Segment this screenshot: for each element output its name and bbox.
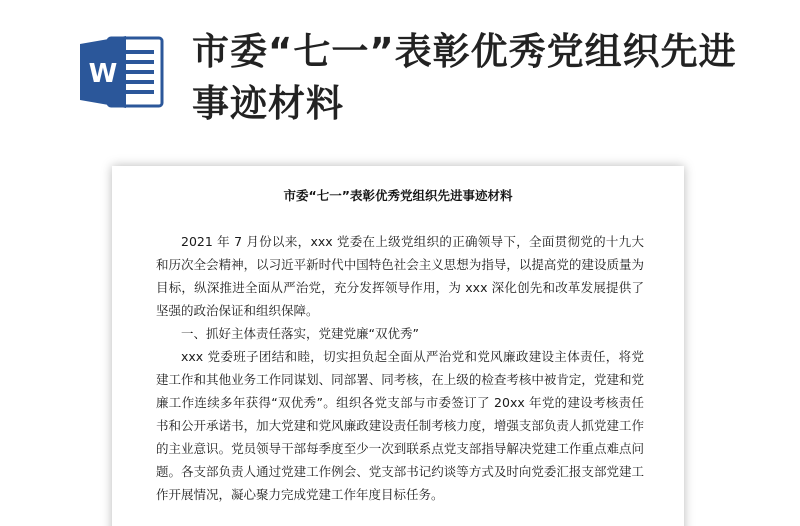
paragraph-section-one: xxx 党委班子团结和睦，切实担负起全面从严治党和党风廉政建设主体责任，将党建工作和其他业务工作同谋划、同部署、同考核，在上级的检查考核中被肯定，党建和党廉工作连续多年获得“双优秀”。组织各党支部与市委签订了 20xx 年党的建设考核责任书和公开承诺书，加大党建和党风廉政建设责任制考核力度，增强支部负责人抓党建工作的主业意识。党员领导干部每季度至少一次到联系点党支部指导解决党建工作重点难点问题。各支部负责人通过党建工作例会、党支部书记约谈等方式及时向党委汇报支部党建工作开展情况，凝心聚力完成党建工作年度目标任务。 xyxy=(156,349,644,502)
page-title: 市委“七一”表彰优秀党组织先进事迹材料 xyxy=(192,30,737,125)
document-body xyxy=(156,230,644,506)
word-icon-letter: W xyxy=(88,59,118,89)
section-heading: 一、抓好主体责任落实，党建党廉“双优秀” xyxy=(181,326,419,341)
document-title: 市委“七一”表彰优秀党组织先进事迹材料 xyxy=(283,188,513,203)
word-icon xyxy=(78,32,166,112)
paragraph-intro: 2021 年 7 月份以来，xxx 党委在上级党组织的正确领导下，全面贯彻党的十九大和历次全会精神，以习近平新时代中国特色社会主义思想为指导，以提高党的建设质量为目标，纵深推进全面从严治党，充分发挥领导作用，为 xxx 深化创先和改革发展提供了坚强的政治保证和组织保障。 xyxy=(156,234,644,318)
document-sheet xyxy=(112,166,684,526)
